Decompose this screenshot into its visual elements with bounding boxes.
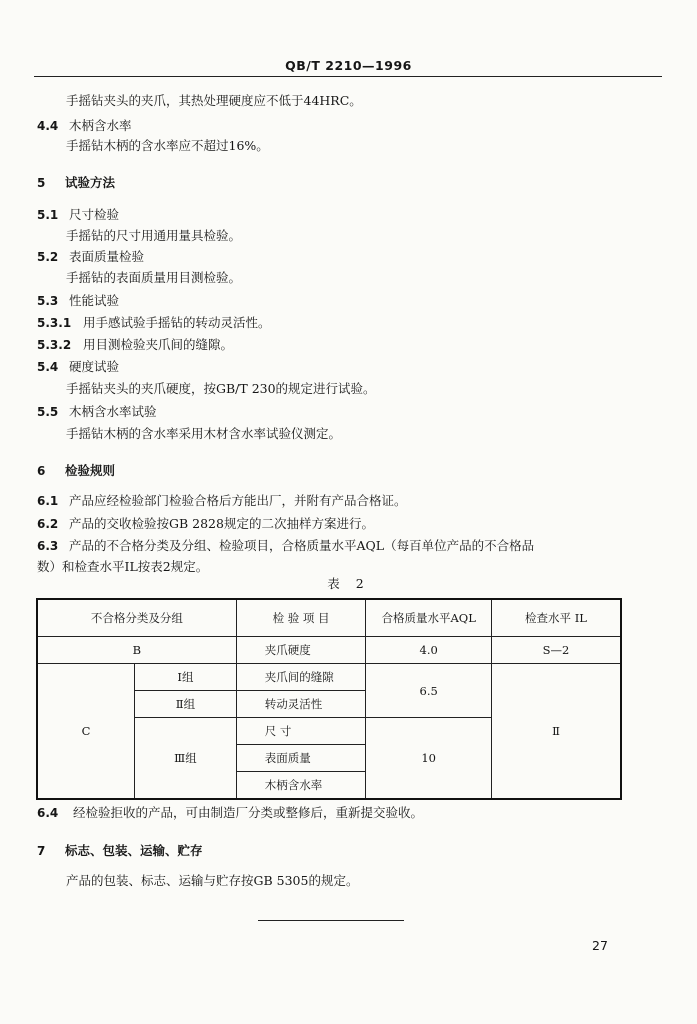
clause-5-5-text: 手摇钻木柄的含水率采用木材含水率试验仪测定。 <box>66 426 342 441</box>
class-c-cell: C <box>37 664 135 800</box>
page-number: 27 <box>592 938 608 953</box>
clause-6-1: 6.1 产品应经检验部门检验合格后方能出厂，并附有产品合格证。 <box>37 493 407 508</box>
item-cell: 表面质量 <box>236 745 366 772</box>
aql-cell: 4.0 <box>366 637 492 664</box>
clause-5-3-1: 5.3.1 用手感试验手摇钻的转动灵活性。 <box>37 315 271 330</box>
header-class-group: 不合格分类及分组 <box>37 599 236 637</box>
clause-4-4: 4.4 木柄含水率 <box>37 118 132 133</box>
item-cell: 夹爪硬度 <box>236 637 366 664</box>
item-cell: 夹爪间的缝隙 <box>236 664 366 691</box>
clause-5-2-text: 手摇钻的表面质量用目测检验。 <box>66 270 242 285</box>
clause-6-3-cont: 数）和检查水平IL按表2规定。 <box>37 559 209 574</box>
section-6-heading: 6 检验规则 <box>37 463 116 478</box>
item-cell: 尺 寸 <box>236 718 366 745</box>
il-cell: S—2 <box>491 637 621 664</box>
table-row <box>37 637 621 664</box>
header-inspection-item: 检 验 项 目 <box>236 599 366 637</box>
clause-5-2: 5.2 表面质量检验 <box>37 249 145 264</box>
il-cell: Ⅱ <box>491 664 621 800</box>
section-7-text: 产品的包装、标志、运输与贮存按GB 5305的规定。 <box>66 873 359 888</box>
clause-4-4-text: 手摇钻木柄的含水率应不超过16%。 <box>66 138 269 153</box>
header-rule <box>34 76 662 77</box>
clause-6-4: 6.4 经检验拒收的产品，可由制造厂分类或整修后，重新提交验收。 <box>37 805 424 820</box>
group-cell: Ⅱ组 <box>135 691 237 718</box>
clause-6-3: 6.3 产品的不合格分类及分组、检验项目，合格质量水平AQL（每百单位产品的不合格品 <box>37 538 535 553</box>
footer-rule <box>258 920 404 921</box>
table-header-row <box>37 599 621 637</box>
clause-5-5: 5.5 木柄含水率试验 <box>37 404 157 419</box>
table-2 <box>36 598 622 800</box>
header-aql: 合格质量水平AQL <box>366 599 492 637</box>
section-5-heading: 5 试验方法 <box>37 175 116 190</box>
clause-5-3: 5.3 性能试验 <box>37 293 120 308</box>
clause-5-4-text: 手摇钻夹头的夹爪硬度，按GB/T 230的规定进行试验。 <box>66 381 376 396</box>
table-caption: 表 2 <box>327 576 370 591</box>
item-cell: 木柄含水率 <box>236 772 366 800</box>
clause-5-3-2: 5.3.2 用目测检验夹爪间的缝隙。 <box>37 337 234 352</box>
clause-6-2: 6.2 产品的交收检验按GB 2828规定的二次抽样方案进行。 <box>37 516 374 531</box>
table-row <box>37 664 621 691</box>
aql-cell: 10 <box>366 718 492 800</box>
header-il: 检查水平 IL <box>491 599 621 637</box>
line-4-3-cont: 手摇钻夹头的夹爪，其热处理硬度应不低于44HRC。 <box>66 93 362 108</box>
standard-code-header: QB/T 2210—1996 <box>285 58 412 73</box>
group-cell: Ⅰ组 <box>135 664 237 691</box>
section-7-heading: 7 标志、包装、运输、贮存 <box>37 843 203 858</box>
clause-5-4: 5.4 硬度试验 <box>37 359 120 374</box>
aql-cell: 6.5 <box>366 664 492 718</box>
item-cell: 转动灵活性 <box>236 691 366 718</box>
clause-5-1-text: 手摇钻的尺寸用通用量具检验。 <box>66 228 242 243</box>
clause-5-1: 5.1 尺寸检验 <box>37 207 120 222</box>
group-cell: Ⅲ组 <box>135 718 237 800</box>
class-b-cell: B <box>37 637 236 664</box>
